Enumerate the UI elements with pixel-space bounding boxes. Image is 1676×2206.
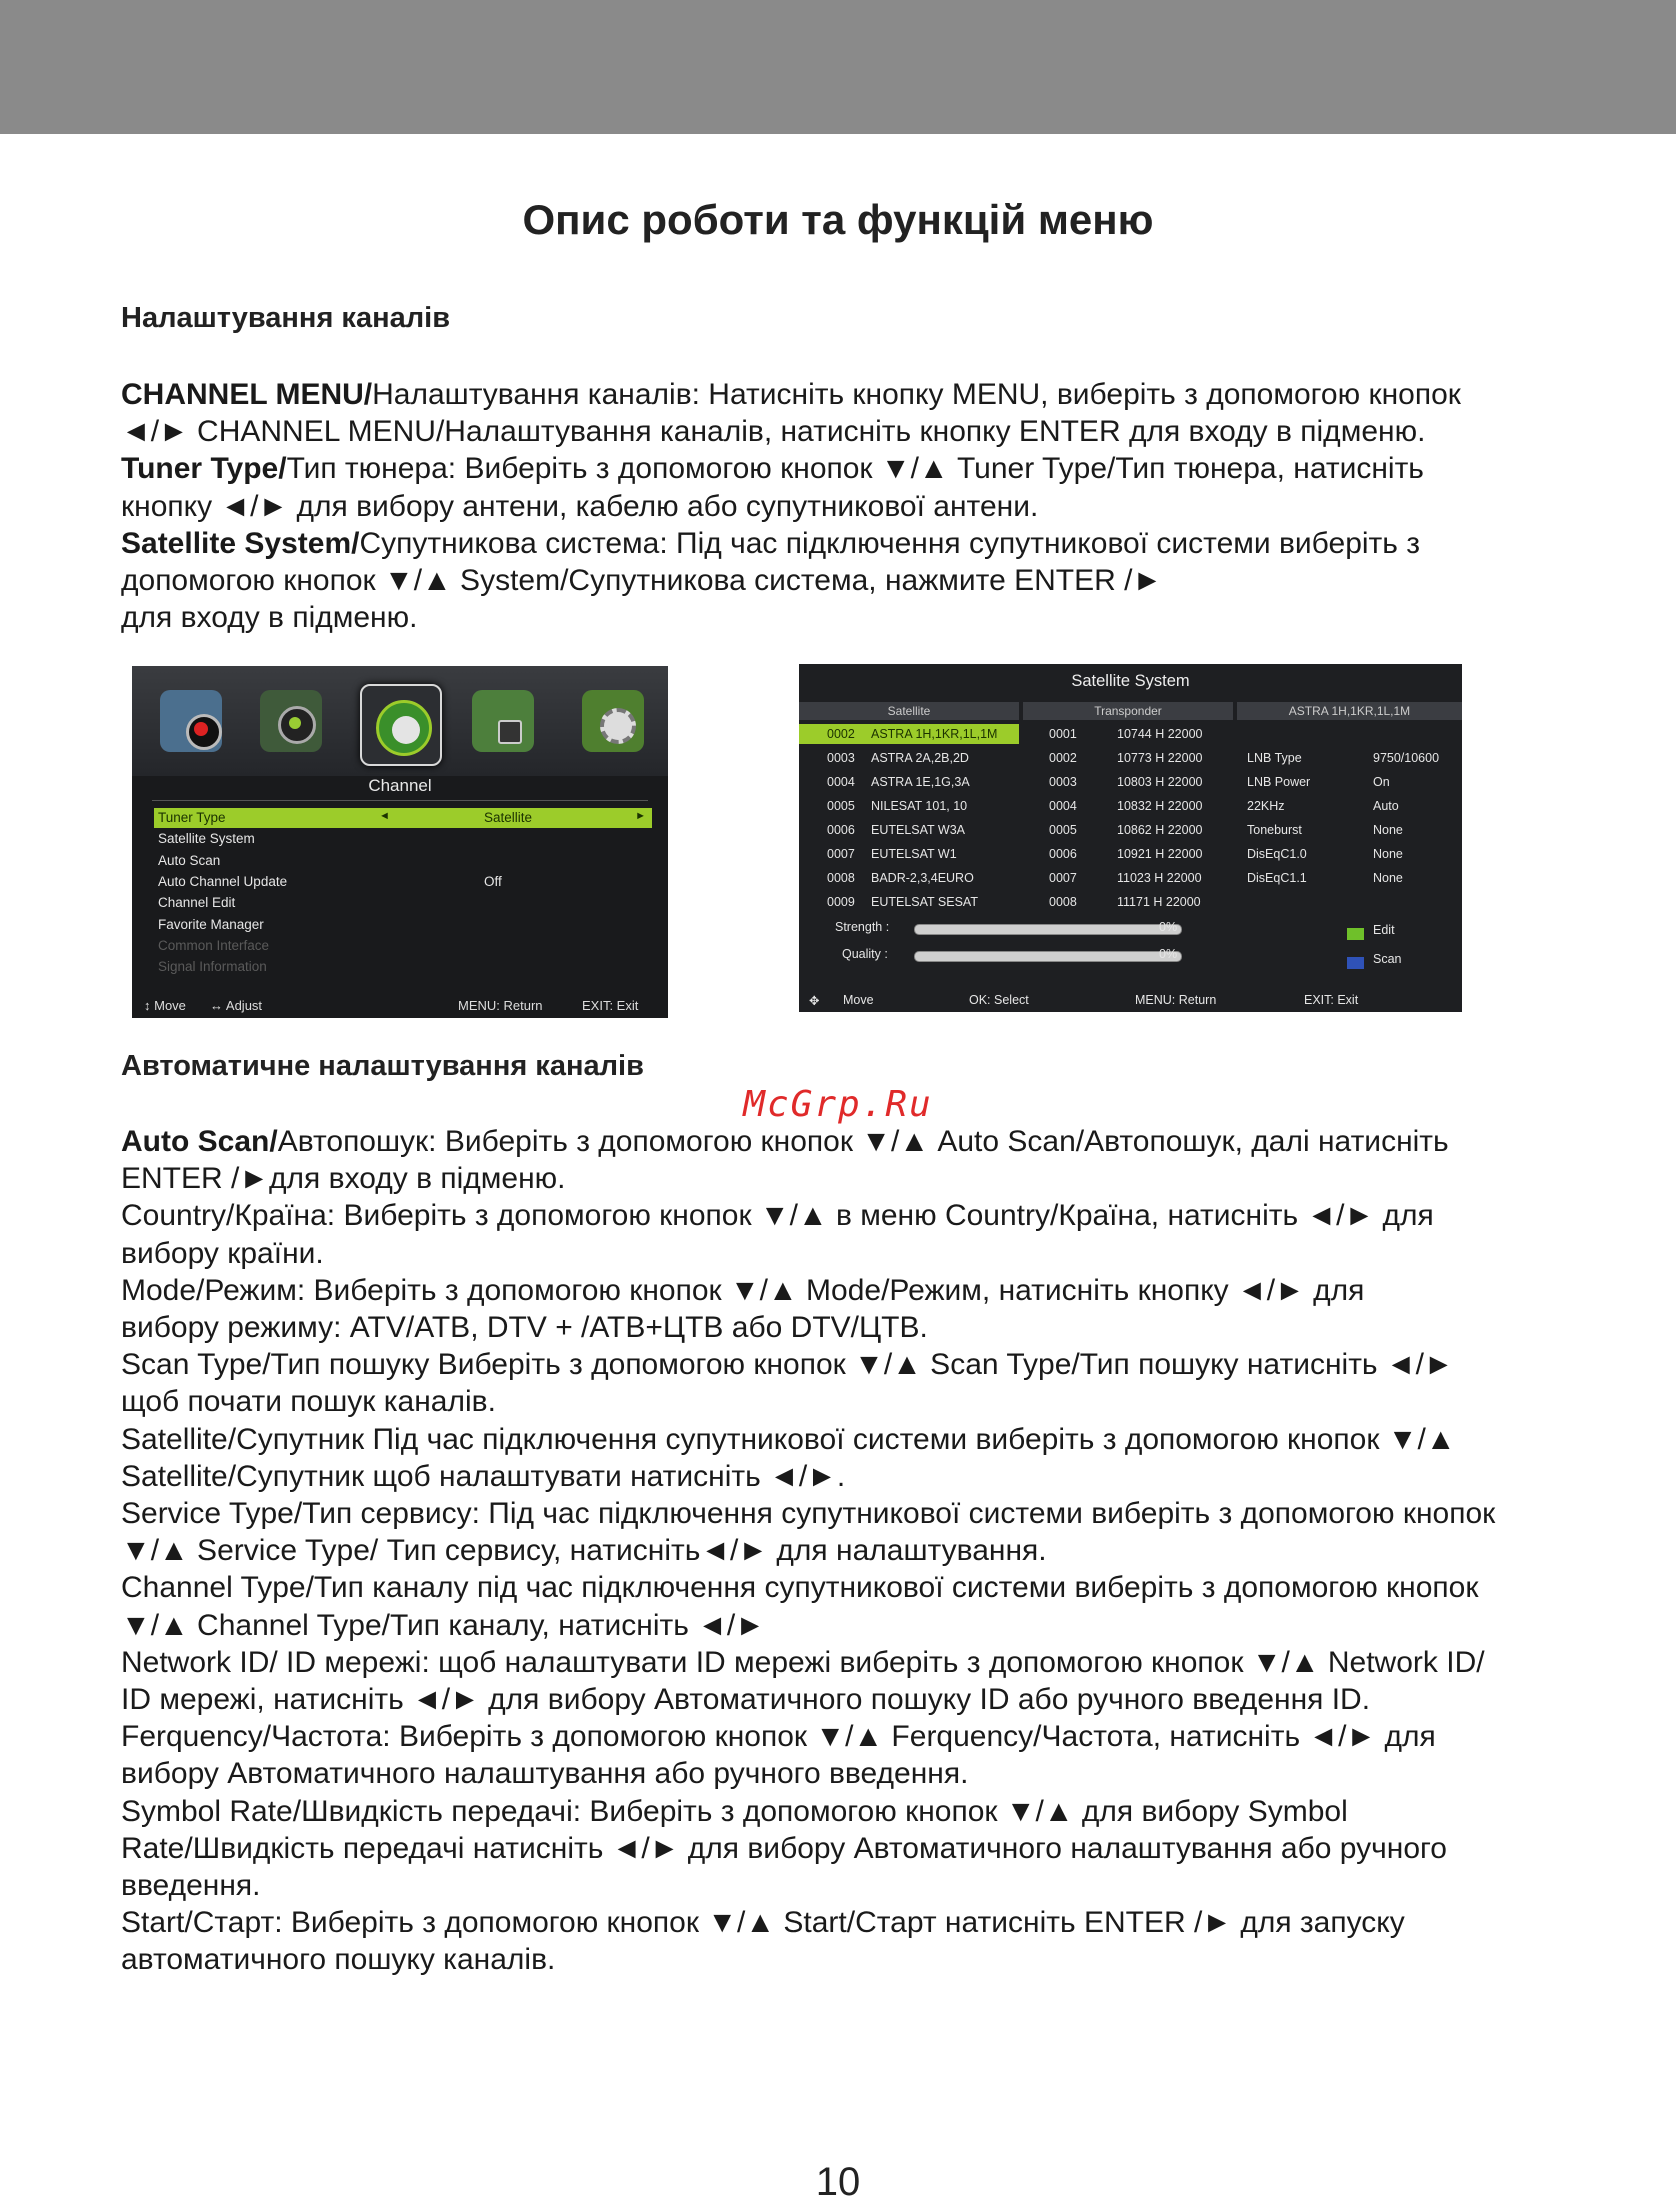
lnb-setting-row[interactable] bbox=[1237, 820, 1462, 840]
setting-label: 22KHz bbox=[1247, 799, 1285, 813]
section-title-auto-scan: Автоматичне налаштування каналів bbox=[121, 1050, 644, 1082]
setting-label: DisEqC1.1 bbox=[1247, 871, 1307, 885]
paragraph bbox=[121, 1718, 1621, 1792]
quality-bar bbox=[914, 951, 1182, 962]
text-line: щоб почати пошук каналів. bbox=[121, 1385, 496, 1419]
paragraph bbox=[121, 1123, 1621, 1197]
transponder-row[interactable] bbox=[1023, 796, 1233, 816]
menu-item-value: Off bbox=[484, 873, 502, 889]
text-line: Start/Старт: Виберіть з допомогою кнопок ▼/▲ Start/Старт натисніть ENTER /► для запуску bbox=[121, 1906, 1405, 1940]
transponder-frequency: 10832 H 22000 bbox=[1117, 799, 1203, 813]
menu-title: Channel bbox=[368, 776, 432, 795]
text-line: Satellite/Супутник Під час підключення супутникової системи виберіть з допомогою кнопок ▼/▲ bbox=[121, 1422, 1456, 1456]
text-line: ▼/▲ Channel Type/Тип каналу, натисніть ◄/► bbox=[121, 1608, 765, 1642]
menu-item-label: Common Interface bbox=[158, 937, 270, 953]
move-arrows-icon: ✥ bbox=[809, 994, 820, 1008]
arrow-left-icon[interactable]: ◄ bbox=[379, 810, 390, 822]
header-bar bbox=[0, 0, 1676, 134]
text-line: Rate/Швидкість передачі натисніть ◄/► для вибору Автоматичного налаштування або ручного bbox=[121, 1831, 1447, 1865]
setting-value: 9750/10600 bbox=[1373, 751, 1440, 765]
paragraph bbox=[121, 1569, 1621, 1643]
speaker-icon bbox=[260, 690, 322, 752]
menu-item-signal-information bbox=[154, 957, 652, 977]
transponder-row[interactable] bbox=[1023, 892, 1233, 912]
term-label: Auto Scan/ bbox=[121, 1125, 278, 1158]
satellite-number: 0004 bbox=[827, 775, 855, 789]
menu-return-hint: MENU: Return bbox=[1135, 993, 1217, 1007]
menu-item-value: Satellite bbox=[484, 810, 533, 825]
text-line: Mode/Режим: Виберіть з допомогою кнопок ▼/▲ Mode/Режим, натисніть кнопку ◄/► для bbox=[121, 1273, 1365, 1307]
text-line: автоматичного пошуку каналів. bbox=[121, 1943, 556, 1977]
setting-value: On bbox=[1373, 775, 1390, 789]
satellite-row[interactable] bbox=[799, 820, 1019, 840]
menu-item-channel-edit[interactable] bbox=[154, 893, 652, 913]
setting-value: None bbox=[1373, 847, 1403, 861]
text-line: Channel Type/Тип каналу під час підключення супутникової системи виберіть з допомогою кнопок bbox=[121, 1571, 1479, 1605]
camera-icon bbox=[160, 690, 222, 752]
text-line: Service Type/Тип сервису: Під час підключення супутникової системи виберіть з допомогою кнопок bbox=[121, 1497, 1496, 1531]
satellite-name: EUTELSAT W3A bbox=[871, 823, 966, 837]
arrow-right-icon[interactable]: ► bbox=[635, 810, 646, 822]
lock-icon bbox=[472, 690, 534, 752]
term-label: CHANNEL MENU/ bbox=[121, 378, 373, 411]
edit-legend-label: Edit bbox=[1373, 923, 1395, 937]
watermark: McGrp.Ru bbox=[743, 1084, 933, 1125]
menu-divider bbox=[152, 800, 648, 801]
satellite-row[interactable] bbox=[799, 748, 1019, 768]
auto-scan-text bbox=[121, 1123, 1621, 1979]
setting-value: None bbox=[1373, 823, 1403, 837]
lnb-setting-row[interactable] bbox=[1237, 796, 1462, 816]
menu-return-hint: MENU: Return bbox=[458, 998, 543, 1013]
satellite-name: BADR-2,3,4EURO bbox=[871, 871, 974, 885]
menu-icon-row bbox=[132, 666, 668, 776]
menu-item-auto-channel-update[interactable] bbox=[154, 872, 652, 892]
text-line: Тип тюнера: Виберіть з допомогою кнопок ▼/▲ Tuner Type/Тип тюнера, натисніть bbox=[286, 452, 1424, 486]
text-line: Country/Країна: Виберіть з допомогою кнопок ▼/▲ в меню Country/Країна, натисніть ◄/► для bbox=[121, 1199, 1434, 1233]
page-title: Опис роботи та функцій меню bbox=[522, 196, 1154, 243]
transponder-row[interactable] bbox=[1023, 724, 1233, 744]
setting-value: Auto bbox=[1373, 799, 1399, 813]
text-line: Network ID/ ID мережі: щоб налаштувати ID мережі виберіть з допомогою кнопок ▼/▲ Network ID/ bbox=[121, 1645, 1485, 1679]
paragraph bbox=[121, 450, 1621, 524]
transponder-number: 0004 bbox=[1049, 799, 1077, 813]
paragraph bbox=[121, 1346, 1621, 1420]
setting-label: Toneburst bbox=[1247, 823, 1302, 837]
paragraph bbox=[121, 1644, 1621, 1718]
setting-label: DisEqC1.0 bbox=[1247, 847, 1307, 861]
text-line: Супутникова система: Під час підключення супутникової системи виберіть з bbox=[359, 526, 1420, 560]
transponder-frequency: 10803 H 22000 bbox=[1117, 775, 1203, 789]
satellite-name: ASTRA 1H,1KR,1L,1M bbox=[871, 727, 998, 741]
transponder-number: 0003 bbox=[1049, 775, 1077, 789]
satellite-row[interactable] bbox=[799, 868, 1019, 888]
paragraph bbox=[121, 376, 1621, 450]
satellite-row[interactable] bbox=[799, 796, 1019, 816]
setting-label: LNB Power bbox=[1247, 775, 1311, 789]
menu-item-label: Auto Scan bbox=[158, 852, 221, 868]
text-line: введення. bbox=[121, 1869, 261, 1903]
menu-item-auto-scan[interactable] bbox=[154, 851, 652, 871]
satellite-footer bbox=[799, 988, 1462, 1012]
text-line: вибору країни. bbox=[121, 1236, 324, 1270]
satellite-number: 0007 bbox=[827, 847, 855, 861]
satellite-row[interactable] bbox=[799, 772, 1019, 792]
adjust-hint: ↔ Adjust bbox=[210, 998, 263, 1013]
lnb-setting-row[interactable] bbox=[1237, 748, 1462, 768]
text-line: кнопку ◄/► для вибору антени, кабелю або супутникової антени. bbox=[121, 489, 1039, 523]
channel-menu-screenshot bbox=[132, 666, 668, 1018]
quality-label: Quality : bbox=[842, 947, 888, 961]
intro-text bbox=[121, 376, 1621, 636]
text-line: Автопошук: Виберіть з допомогою кнопок ▼/▲ Auto Scan/Автопошук, далі натисніть bbox=[277, 1125, 1449, 1158]
transponder-row[interactable] bbox=[1023, 748, 1233, 768]
transponder-frequency: 10773 H 22000 bbox=[1117, 751, 1203, 765]
menu-item-label: Tuner Type bbox=[158, 810, 226, 825]
quality-value: 0% bbox=[1159, 947, 1178, 961]
transponder-frequency: 11023 H 22000 bbox=[1117, 871, 1202, 885]
transponder-column-header: Transponder bbox=[1023, 702, 1233, 720]
text-line: Satellite/Супутник щоб налаштувати натисніть ◄/►. bbox=[121, 1459, 846, 1493]
transponder-frequency: 10744 H 22000 bbox=[1117, 727, 1203, 741]
transponder-number: 0007 bbox=[1049, 871, 1077, 885]
satellite-row[interactable] bbox=[799, 892, 1019, 912]
ok-hint: OK: Select bbox=[969, 993, 1029, 1007]
text-line: Scan Type/Тип пошуку Виберіть з допомогою кнопок ▼/▲ Scan Type/Тип пошуку натисніть ◄/► bbox=[121, 1348, 1454, 1382]
text-line: ID мережі, натисніть ◄/► для вибору Автоматичного пошуку ID або ручного введення ID. bbox=[121, 1683, 1371, 1717]
move-hint: Move bbox=[843, 993, 874, 1007]
text-line: ENTER /►для входу в підменю. bbox=[121, 1162, 566, 1196]
paragraph bbox=[121, 1272, 1621, 1346]
lnb-setting-row[interactable] bbox=[1237, 844, 1462, 864]
gear-icon bbox=[582, 690, 644, 752]
text-line: ▼/▲ Service Type/ Тип сервису, натисніть◄/► для налаштування. bbox=[121, 1534, 1047, 1568]
section-title-channel-setup: Налаштування каналів bbox=[121, 302, 451, 334]
exit-hint: EXIT: Exit bbox=[1304, 993, 1359, 1007]
text-line: для входу в підменю. bbox=[121, 601, 418, 635]
transponder-number: 0008 bbox=[1049, 895, 1077, 909]
satellite-name: ASTRA 1E,1G,3A bbox=[871, 775, 970, 789]
menu-item-satellite-system[interactable] bbox=[154, 829, 652, 849]
strength-label: Strength : bbox=[835, 920, 890, 934]
satellite-number: 0005 bbox=[827, 799, 855, 813]
exit-hint: EXIT: Exit bbox=[582, 998, 639, 1013]
satellite-name: EUTELSAT W1 bbox=[871, 847, 957, 861]
text-line: Symbol Rate/Швидкість передачі: Виберіть з допомогою кнопок ▼/▲ для вибору Symbol bbox=[121, 1794, 1348, 1828]
satellite-system-title: Satellite System bbox=[1071, 672, 1190, 690]
paragraph bbox=[121, 1421, 1621, 1495]
satellite-row[interactable] bbox=[799, 724, 1019, 744]
scan-legend-swatch bbox=[1347, 957, 1364, 969]
text-line: допомогою кнопок ▼/▲ System/Супутникова система, нажмите ENTER /► bbox=[121, 564, 1163, 598]
menu-item-label: Signal Information bbox=[158, 959, 267, 975]
setting-label: LNB Type bbox=[1247, 751, 1302, 765]
satellite-number: 0008 bbox=[827, 871, 855, 885]
menu-footer bbox=[132, 992, 668, 1018]
transponder-number: 0006 bbox=[1049, 847, 1077, 861]
transponder-number: 0002 bbox=[1049, 751, 1077, 765]
satellite-name: EUTELSAT SESAT bbox=[871, 895, 978, 909]
transponder-frequency: 10862 H 22000 bbox=[1117, 823, 1203, 837]
transponder-row[interactable] bbox=[1023, 844, 1233, 864]
paragraph bbox=[121, 1495, 1621, 1569]
paragraph bbox=[121, 525, 1621, 637]
scan-legend-label: Scan bbox=[1373, 952, 1402, 966]
transponder-row[interactable] bbox=[1023, 868, 1233, 888]
paragraph bbox=[121, 1793, 1621, 1905]
satellite-row[interactable] bbox=[799, 844, 1019, 864]
satellite-number: 0009 bbox=[827, 895, 855, 909]
menu-item-label: Favorite Manager bbox=[158, 916, 264, 932]
paragraph bbox=[121, 1197, 1621, 1271]
transponder-frequency: 11171 H 22000 bbox=[1117, 895, 1201, 909]
menu-item-label: Auto Channel Update bbox=[158, 873, 288, 889]
satellite-name: NILESAT 101, 10 bbox=[871, 799, 968, 813]
lnb-setting-row[interactable] bbox=[1237, 868, 1462, 888]
transponder-row[interactable] bbox=[1023, 772, 1233, 792]
satellite-number: 0006 bbox=[827, 823, 855, 837]
transponder-number: 0005 bbox=[1049, 823, 1077, 837]
term-label: Satellite System/ bbox=[121, 526, 360, 560]
transponder-frequency: 10921 H 22000 bbox=[1117, 847, 1203, 861]
menu-item-label: Satellite System bbox=[158, 831, 255, 847]
text-line: ◄/► CHANNEL MENU/Налаштування каналів, натисніть кнопку ENTER для входу в підменю. bbox=[121, 415, 1426, 449]
setting-value: None bbox=[1373, 871, 1403, 885]
move-hint: ↕ Move bbox=[144, 998, 186, 1013]
text-line: Ferquency/Частота: Виберіть з допомогою кнопок ▼/▲ Ferquency/Частота, натисніть ◄/► для bbox=[121, 1720, 1436, 1754]
satellite-column-header: Satellite bbox=[799, 702, 1019, 720]
page-number: 10 bbox=[815, 2160, 861, 2204]
edit-legend-swatch bbox=[1347, 928, 1364, 940]
menu-item-label: Channel Edit bbox=[158, 895, 236, 911]
satellite-system-screenshot bbox=[799, 664, 1462, 1012]
paragraph bbox=[121, 1904, 1621, 1978]
satellite-name: ASTRA 2A,2B,2D bbox=[871, 751, 969, 765]
menu-item-common-interface bbox=[154, 936, 652, 956]
current-satellite-header: ASTRA 1H,1KR,1L,1M bbox=[1237, 702, 1462, 720]
text-line: вибору режиму: ATV/АТВ, DTV + /АТВ+ЦТВ або DTV/ЦТВ. bbox=[121, 1311, 928, 1345]
transponder-number: 0001 bbox=[1049, 727, 1077, 741]
text-line: Налаштування каналів: Натисніть кнопку MENU, виберіть з допомогою кнопок bbox=[372, 378, 1461, 411]
term-label: Tuner Type/ bbox=[121, 452, 287, 486]
satellite-number: 0002 bbox=[827, 727, 855, 741]
menu-item-favorite-manager[interactable] bbox=[154, 915, 652, 935]
text-line: вибору Автоматичного налаштування або ручного введення. bbox=[121, 1757, 969, 1791]
menu-item-tuner-type[interactable] bbox=[154, 808, 652, 828]
satellite-dish-icon bbox=[360, 684, 442, 766]
satellite-number: 0003 bbox=[827, 751, 855, 765]
strength-value: 0% bbox=[1159, 920, 1178, 934]
strength-bar bbox=[914, 924, 1182, 935]
transponder-row[interactable] bbox=[1023, 820, 1233, 840]
lnb-setting-row[interactable] bbox=[1237, 772, 1462, 792]
